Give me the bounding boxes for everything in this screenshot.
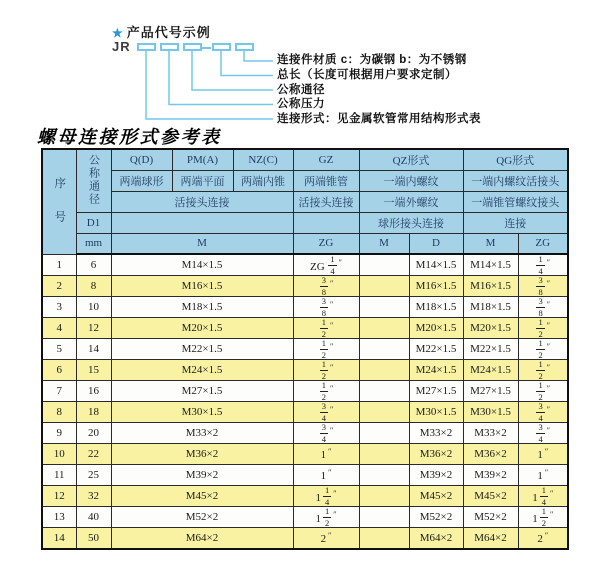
seq-cell: 2 [42,276,76,297]
thread-size-value: 1 ″ [537,446,549,462]
seq-cell: 12 [42,486,76,507]
zg-cell [293,254,359,276]
seq-cell: 7 [42,381,76,402]
table-row [42,528,568,549]
table-row [42,276,568,297]
zg-cell [293,339,359,360]
m-cell: M64×2 [111,528,293,549]
m-cell: M16×1.5 [111,276,293,297]
m-cell: M14×1.5 [111,254,293,276]
table-row [42,254,568,276]
table-row [42,507,568,528]
zg-cell [293,360,359,381]
header-unit-zg: ZG [293,233,359,254]
dn-cell: 32 [76,486,111,507]
thread-size-value: $\frac{3}{4}$ ″ [538,422,551,444]
header-unit-qz-m: M [359,233,409,254]
seq-cell: 8 [42,402,76,423]
table-row [42,423,568,444]
thread-size-value: $\frac{1}{2}$ ″ [321,317,334,339]
m-cell: M22×1.5 [111,339,293,360]
header-blank-gz [293,212,359,233]
qg-zg-cell [518,297,568,318]
thread-size-value: $\frac{3}{8}$ ″ [538,296,551,318]
table-row [42,339,568,360]
thread-size-value: ZG $\frac{1}{4}$ ″ [309,254,342,276]
m-cell: M36×2 [111,444,293,465]
qg-m-cell: M33×2 [463,423,518,444]
header-unit-qg-m: M [463,233,518,254]
qz-m-cell [359,486,409,507]
m-cell: M24×1.5 [111,360,293,381]
product-code-prefix: JR [112,39,131,54]
header-group-qz: QZ形式 [359,149,463,170]
qg-zg-cell [518,360,568,381]
table-title: 螺母连接形式参考表 [37,127,222,147]
qz-d-cell: M36×2 [409,444,463,465]
qz-d-cell: M30×1.5 [409,402,463,423]
dn-cell: 16 [76,381,111,402]
thread-size-value: $\frac{3}{8}$ ″ [321,296,334,318]
m-cell: M18×1.5 [111,297,293,318]
qz-d-cell: M14×1.5 [409,254,463,276]
header-unit-m: M [111,233,293,254]
header-group-qg: QG形式 [463,149,568,170]
seq-cell: 14 [42,528,76,549]
diagram-label-pressure: 公称压力 [277,98,325,110]
header-sub-gz: 两端锥管 [293,170,359,191]
zg-cell [293,297,359,318]
qz-m-cell [359,507,409,528]
table-row [42,402,568,423]
header-dn [76,149,111,212]
qz-m-cell [359,360,409,381]
thread-size-value: 1 $\frac{1}{4}$ ″ [315,485,337,507]
header-sub-qz: 一端内螺纹 [359,170,463,191]
header-unit-qz-d: D [409,233,463,254]
thread-size-value: $\frac{1}{2}$ ″ [538,317,551,339]
qg-zg-cell [518,318,568,339]
qg-m-cell: M39×2 [463,465,518,486]
thread-size-value: $\frac{3}{8}$ ″ [321,275,334,297]
thread-size-value: $\frac{1}{4}$ ″ [538,254,551,276]
qz-m-cell [359,423,409,444]
qg-m-cell: M18×1.5 [463,297,518,318]
header-sub-q: 两端球形 [111,170,172,191]
qz-d-cell: M24×1.5 [409,360,463,381]
qz-m-cell [359,297,409,318]
thread-size-value: 1 ″ [320,446,332,462]
qg-zg-cell [518,381,568,402]
seq-cell: 9 [42,423,76,444]
qz-d-cell: M64×2 [409,528,463,549]
thread-size-value: $\frac{3}{4}$ ″ [321,422,334,444]
qz-d-cell: M18×1.5 [409,297,463,318]
zg-cell [293,507,359,528]
dn-cell: 15 [76,360,111,381]
header-ball-joint-qz: 球形接头连接 [359,212,463,233]
diagram-label-connection: 连接形式：见金属软管常用结构形式表 [277,113,481,125]
table-row [42,360,568,381]
qg-m-cell: M30×1.5 [463,402,518,423]
zg-cell [293,318,359,339]
header-taper-joint-qg: 一端锥管螺纹接头 [463,191,568,212]
seq-cell: 4 [42,318,76,339]
table-row [42,318,568,339]
qg-m-cell: M27×1.5 [463,381,518,402]
dn-cell: 22 [76,444,111,465]
header-d1: D1 [76,212,111,233]
qz-d-cell: M39×2 [409,465,463,486]
seq-cell: 13 [42,507,76,528]
header-unit-mm: mm [76,233,111,254]
qg-zg-cell [518,276,568,297]
qg-zg-cell [518,339,568,360]
table-row [42,444,568,465]
thread-size-value: 1 $\frac{1}{2}$ ″ [532,506,554,528]
qg-m-cell: M20×1.5 [463,318,518,339]
header-dn-label: 公称通径 [87,154,100,207]
zg-cell [293,276,359,297]
dn-cell: 8 [76,276,111,297]
thread-size-value: 1 $\frac{1}{2}$ ″ [315,506,337,528]
nut-connection-reference-table [41,148,569,550]
thread-size-value: 2 ″ [537,530,549,545]
zg-cell [293,444,359,465]
header-connect-qg: 连接 [463,212,568,233]
header-sub-qg: 一端内螺纹活接头 [463,170,568,191]
qz-d-cell: M27×1.5 [409,381,463,402]
zg-cell [293,465,359,486]
thread-size-value: $\frac{3}{8}$ ″ [538,275,551,297]
qz-d-cell: M45×2 [409,486,463,507]
qg-m-cell: M22×1.5 [463,339,518,360]
m-cell: M52×2 [111,507,293,528]
thread-size-value: $\frac{1}{2}$ ″ [538,338,551,360]
qg-zg-cell [518,465,568,486]
qg-m-cell: M14×1.5 [463,254,518,276]
table-row [42,381,568,402]
header-union-gz: 活接头连接 [293,191,359,212]
diagram-label-length: 总长（长度可根据用户要求定制） [277,69,457,81]
qg-m-cell: M36×2 [463,444,518,465]
qz-m-cell [359,254,409,276]
qg-m-cell: M52×2 [463,507,518,528]
qg-zg-cell [518,444,568,465]
header-ext-thread-qz: 一端外螺纹 [359,191,463,212]
qz-d-cell: M22×1.5 [409,339,463,360]
seq-cell: 5 [42,339,76,360]
thread-size-value: 1 $\frac{1}{4}$ ″ [532,485,554,507]
seq-cell: 1 [42,254,76,276]
header-sub-pm: 两端平面 [172,170,233,191]
table-header [42,149,568,254]
thread-size-value: $\frac{1}{2}$ ″ [321,338,334,360]
qg-m-cell: M45×2 [463,486,518,507]
qz-d-cell: M20×1.5 [409,318,463,339]
header-group-gz: GZ [293,149,359,170]
table-row [42,465,568,486]
qz-d-cell: M52×2 [409,507,463,528]
seq-cell: 11 [42,465,76,486]
thread-size-value: $\frac{1}{2}$ ″ [321,380,334,402]
m-cell: M20×1.5 [111,318,293,339]
dn-cell: 10 [76,297,111,318]
thread-size-value: $\frac{3}{4}$ ″ [321,401,334,423]
table-row [42,486,568,507]
qg-zg-cell [518,402,568,423]
seq-cell: 3 [42,297,76,318]
table-row [42,297,568,318]
dn-cell: 14 [76,339,111,360]
diagram-title-text: 产品代号示例 [126,25,211,40]
header-group-q: Q(D) [111,149,172,170]
diagram-label-diameter: 公称通径 [277,84,325,96]
qz-m-cell [359,402,409,423]
thread-size-value: $\frac{1}{2}$ ″ [538,380,551,402]
thread-size-value: 1 ″ [537,467,549,483]
dn-cell: 6 [76,254,111,276]
header-blank-left [111,212,293,233]
m-cell: M33×2 [111,423,293,444]
header-union-left: 活接头连接 [111,191,293,212]
dn-cell: 12 [76,318,111,339]
qz-m-cell [359,381,409,402]
m-cell: M30×1.5 [111,402,293,423]
dn-cell: 40 [76,507,111,528]
seq-cell: 6 [42,360,76,381]
thread-size-value: 2 ″ [320,530,332,545]
thread-size-value: $\frac{1}{2}$ ″ [538,359,551,381]
qz-m-cell [359,276,409,297]
dn-cell: 18 [76,402,111,423]
zg-cell [293,423,359,444]
header-group-nz: NZ(C) [233,149,293,170]
m-cell: M39×2 [111,465,293,486]
thread-size-value: 1 ″ [320,467,332,483]
qg-m-cell: M24×1.5 [463,360,518,381]
m-cell: M27×1.5 [111,381,293,402]
diagram-label-material: 连接件材质 c：为碳钢 b：为不锈钢 [277,54,467,66]
header-group-pm: PM(A) [172,149,233,170]
header-seq [42,149,76,254]
thread-size-value: $\frac{3}{4}$ ″ [538,401,551,423]
zg-cell [293,381,359,402]
qg-zg-cell [518,254,568,276]
dn-cell: 50 [76,528,111,549]
qz-m-cell [359,339,409,360]
qg-m-cell: M64×2 [463,528,518,549]
dn-cell: 20 [76,423,111,444]
qz-m-cell [359,444,409,465]
seq-cell: 10 [42,444,76,465]
qg-zg-cell [518,528,568,549]
thread-size-value: $\frac{1}{2}$ ″ [321,359,334,381]
qz-m-cell [359,528,409,549]
qg-zg-cell [518,486,568,507]
header-sub-nz: 两端内锥 [233,170,293,191]
header-seq-label: 序号 [53,176,66,244]
qz-m-cell [359,465,409,486]
zg-cell [293,528,359,549]
qg-m-cell: M16×1.5 [463,276,518,297]
qg-zg-cell [518,507,568,528]
qz-d-cell: M16×1.5 [409,276,463,297]
header-unit-qg-zg: ZG [518,233,568,254]
star-icon: ★ [112,26,124,40]
zg-cell [293,402,359,423]
dn-cell: 25 [76,465,111,486]
table-body [42,254,568,549]
qz-m-cell [359,318,409,339]
qg-zg-cell [518,423,568,444]
m-cell: M45×2 [111,486,293,507]
qz-d-cell: M33×2 [409,423,463,444]
zg-cell [293,486,359,507]
